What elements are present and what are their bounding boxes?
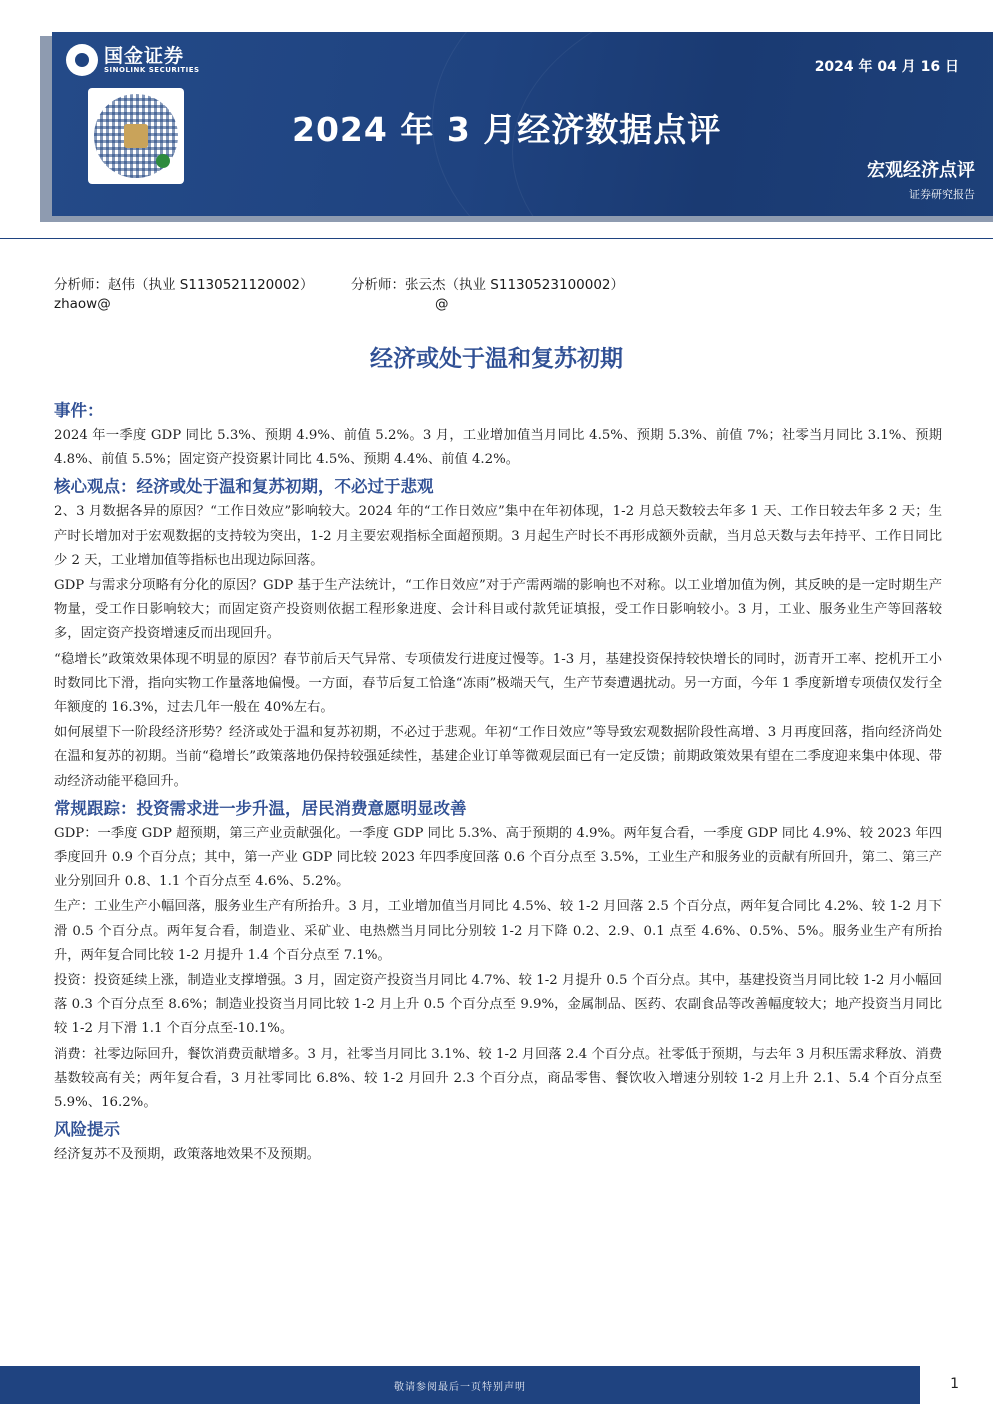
- analyst-info: [54, 276, 624, 314]
- report-title: 2024 年 3 月经济数据点评: [292, 110, 722, 149]
- tracking-paragraph-production: 生产：工业生产小幅回落，服务业生产有所抬升。3 月，工业增加值当月同比 4.5%、较 1-2 月回落 2.5 个百分点，两年复合同比 4.2%、较 1-2 月下滑 0.5 个百分点。两年复合看，制造业、采矿业、电热燃当月同比分别较 1-2 月下降 0.2、2.9、0.1 点至 4.6%、0.5%、5%。服务业生产有所抬升，两年复合同比较 1-2 月提升 1.4 个百分点至 7.1%。: [54, 899, 942, 963]
- core-view-paragraph: 2、3 月数据各异的原因？“工作日效应”影响较大。2024 年的“工作日效应”集中在年初体现，1-2 月总天数较去年多 1 天、工作日较去年多 2 天；生产时长增加对于宏观数据的支持较为突出，1-2 月主要宏观指标全面超预期。3 月起生产时长不再形成额外贡献，当月总天数与去年持平、工作日同比少 2 天，工业增加值等指标也出现边际回落。: [54, 504, 942, 568]
- core-view-paragraph: “稳增长”政策效果体现不明显的原因？春节前后天气异常、专项债发行进度过慢等。1-3 月，基建投资保持较快增长的同时，沥青开工率、挖机开工小时数同比下滑，指向实物工作量落地偏慢。一方面，春节后复工恰逢“冻雨”极端天气，生产节奏遭遇扰动。另一方面，今年 1 季度新增专项债仅发行全年额度的 16.3%，过去几年一般在 40%左右。: [54, 651, 942, 716]
- report-type: 证券研究报告: [909, 188, 975, 201]
- company-logo: [66, 44, 200, 76]
- page-footer: [0, 1360, 993, 1404]
- tracking-paragraph-consumption: 消费：社零边际回升，餐饮消费贡献增多。3 月，社零当月同比 3.1%、较 1-2 月回落 2.4 个百分点。社零低于预期，与去年 3 月积压需求释放、消费基数较高有关；两年复合看，3 月社零同比 6.8%、较 1-2 月回升 2.3 个百分点，商品零售、餐饮收入增速分别较 1-2 月上升 2.1、5.4 个百分点至 5.9%、16.2%。: [54, 1046, 942, 1111]
- tracking-paragraph-investment: 投资：投资延续上涨，制造业支撑增强。3 月，固定资产投资当月同比 4.7%、较 1-2 月提升 0.5 个百分点。其中，基建投资当月同比较 1-2 月小幅回落 0.3 个百分点至 8.6%；制造业投资当月同比较 1-2 月上升 0.5 个百分点至 9.9%，金属制品、医药、农副食品等改善幅度较大；地产投资当月同比较 1-2 月下滑 1.1 个百分点至-10.1%。: [54, 973, 942, 1037]
- logo-mark-icon: [66, 44, 98, 76]
- report-date: 2024 年 04 月 16 日: [814, 59, 959, 75]
- section-heading-core-view: 核心观点：经济或处于温和复苏初期，不必过于悲观: [54, 477, 434, 497]
- logo-name-en: SINOLINK SECURITIES: [104, 65, 200, 74]
- core-view-paragraph: GDP 与需求分项略有分化的原因？GDP 基于生产法统计，“工作日效应”对于产需两端的影响也不对称。以工业增加值为例，其反映的是一定时期生产物量，受工作日影响较大；而固定资产投资则依据工程形象进度、会计科目或付款凭证填报，受工作日影响较小。3 月，工业、服务业生产等回落较多，固定资产投资增速反而出现回升。: [54, 578, 942, 642]
- header-divider: [0, 238, 993, 239]
- section-heading-tracking: 常规跟踪：投资需求进一步升温，居民消费意愿明显改善: [54, 798, 467, 818]
- tracking-paragraph-gdp: GDP：一季度 GDP 超预期，第三产业贡献强化。一季度 GDP 同比 5.3%、高于预期的 4.9%。两年复合看，一季度 GDP 同比 4.9%、较 2023 年四季度回升 0.9 个百分点；其中，第一产业 GDP 同比较 2023 年四季度回落 0.6 个百分点至 3.5%，工业生产和服务业的贡献有所回升，第二、第三产业分别回升 0.8、1.1 个百分点至 4.6%、5.2%。: [54, 825, 942, 890]
- report-subtitle: 经济或处于温和复苏初期: [370, 346, 623, 372]
- section-heading-event: 事件：: [54, 401, 104, 420]
- analyst-2: 分析师：张云杰（执业 S1130523100002）: [351, 277, 625, 293]
- analyst-1: 分析师：赵伟（执业 S1130521120002）: [54, 277, 314, 293]
- logo-name-cn: 国金证券: [104, 44, 185, 67]
- mini-program-badge-icon: [156, 154, 170, 168]
- qr-code-icon: [88, 88, 184, 184]
- report-category: 宏观经济点评: [867, 160, 975, 181]
- risk-paragraph: 经济复苏不及预期，政策落地效果不及预期。: [54, 1147, 320, 1163]
- section-heading-risk: 风险提示: [54, 1120, 120, 1140]
- page-number: 1: [950, 1376, 959, 1392]
- disclaimer-note: 敬请参阅最后一页特别声明: [394, 1382, 526, 1393]
- analyst-2-email[interactable]: @: [435, 296, 449, 312]
- core-view-paragraph: 如何展望下一阶段经济形势？经济或处于温和复苏初期，不必过于悲观。年初“工作日效应”等导致宏观数据阶段性高增、3 月再度回落，指向经济尚处在温和复苏的初期。当前“稳增长”政策落地仍保持较强延续性，基建企业订单等微观层面已有一定反馈；前期政策效果有望在二季度迎来集中体现、带动经济动能平稳回升。: [54, 725, 942, 789]
- qr-center-logo-icon: [124, 124, 148, 148]
- report-body: [54, 396, 942, 1167]
- event-paragraph: 2024 年一季度 GDP 同比 5.3%、预期 4.9%、前值 5.2%。3 月，工业增加值当月同比 4.5%、预期 5.3%、前值 7%；社零当月同比 3.1%、预期 4.8%、前值 5.5%；固定资产投资累计同比 4.5%、预期 4.4%、前值 4.2%。: [54, 428, 942, 468]
- analyst-1-email[interactable]: zhaow@: [54, 296, 111, 312]
